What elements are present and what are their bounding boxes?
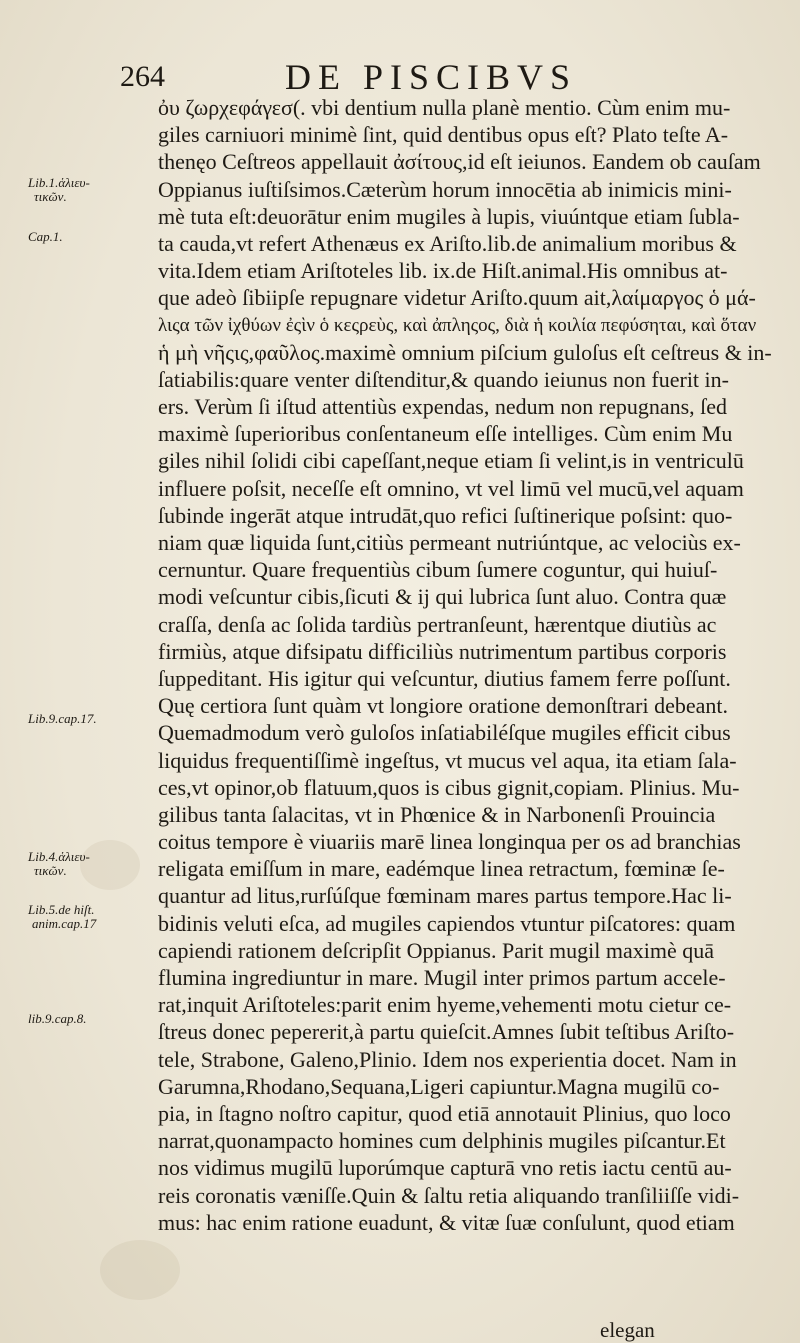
margin-note: Lib.4.ἁλιευ- τικῶν. (28, 849, 90, 878)
margin-note: Lib.1.ἁλιευ- τικῶν. (28, 175, 90, 204)
text-line: capiendi rationem deſcripſit Oppianus. Parit mugil maximè quā (158, 937, 714, 963)
text-line: ἡ μὴ νῆςις,φαῦλος.maximè omnium piſcium guloſus eſt ceſtreus & in- (158, 339, 772, 365)
text-line: Garumna,Rhodano,Sequana,Ligeri capiuntur.Magna mugilū co- (158, 1073, 720, 1099)
text-line: ὀυ ζωρχεφάγεσ(. vbi dentium nulla planè mentio. Cùm enim mu- (158, 95, 731, 120)
text-line: pia, in ſtagno noſtro capitur, quod etiā annotauit Plinius, quo loco (158, 1100, 731, 1126)
text-line: cernuntur. Quare frequentiùs cibum ſumere coguntur, qui huiuſ- (158, 557, 718, 583)
text-line: reis coronatis væniſſe.Quin & ſaltu retia aliquando tranſiliiſſe vidi- (158, 1182, 740, 1208)
margin-note: Cap.1. (28, 229, 63, 244)
text-line: liquidus frequentiſſimè ingeſtus, vt mucus vel aqua, ita etiam ſala- (158, 747, 737, 773)
text-line: flumina ingrediuntur in mare. Mugil inter primos partum accele- (158, 965, 726, 990)
body-text (158, 94, 772, 1236)
text-line: ers. Verùm ſi iſtud attentiùs expendas, nedum non repugnans, ſed (158, 394, 728, 420)
text-line: ſubinde ingerāt atque intrudāt,quo refici ſuſtinerique poſsint: quo- (158, 502, 733, 528)
text-line: gilibus tanta ſalacitas, vt in Phœnice & in Narbonenſi Prouincia (158, 801, 716, 827)
text-line: influere poſsit, neceſſe eſt omnino, vt vel limū vel mucū,vel aquam (158, 475, 744, 501)
text-line: nos vidimus mugilū luporúmque capturā vno retis iactu centū au- (158, 1155, 732, 1181)
text-line: ſuppeditant. His igitur qui veſcuntur, diutius famem ferre poſſunt. (158, 665, 731, 691)
margin-note: lib.9.cap.8. (28, 1011, 87, 1026)
text-line: modi veſcuntur cibis,ſicuti & ij qui lubrica ſunt aluo. Contra quæ (158, 584, 727, 610)
text-line: maximè ſuperioribus conſentaneum eſſe intelliges. Cùm enim Mu (158, 421, 733, 447)
text-line: bidinis veluti eſca, ad mugiles capiendos vtuntur piſcatores: quam (158, 910, 736, 936)
text-line: thenęo Ceſtreos appellauit ἀσίτους,id eſt ieiunos. Eandem ob cauſam (158, 149, 761, 175)
text-line: giles nihil ſolidi cibi capeſſant,neque etiam ſi velint,is in ventriculū (158, 448, 744, 474)
text-line: Quę certiora ſunt quàm vt longiore oratione demonſtrari debeant. (158, 693, 728, 719)
text-line: mè tuta eſt:deuorātur enim mugiles à lupis, viuúntque etiam ſubla- (158, 203, 740, 229)
text-line: ſtreus donec pepererit,à partu quieſcit.Amnes ſubit teſtibus Ariſto- (158, 1019, 735, 1045)
running-title: DE PISCIBVS (285, 57, 578, 97)
text-line: Quemadmodum verò guloſos inſatiabiléſque mugiles efficit cibus (158, 720, 731, 746)
catchword: elegan (600, 1318, 655, 1342)
text-line: ſatiabilis:quare venter diſtenditur,& quando ieiunus non fuerit in- (158, 366, 729, 392)
text-line: vita.Idem etiam Ariſtoteles lib. ix.de Hiſt.animal.His omnibus at- (158, 258, 728, 284)
text-line: giles carniuori minimè ſint, quid dentibus opus eſt? Plato teſte A- (158, 122, 729, 148)
text-line: λιςα τῶν ἰχθύων ἐςὶν ὁ κεςρεὺς, καὶ ἀπληςος, διὰ ἡ κοιλία πεφύσηται, καὶ ὅταν (158, 314, 757, 336)
paper-stain (100, 1240, 180, 1300)
text-line: niam quæ liquida ſunt,citiùs permeant nutriúntque, ac velociùs ex- (158, 530, 741, 555)
text-line: narrat,quonampacto homines cum delphinis mugiles piſcantur.Et (158, 1128, 726, 1154)
text-line: quantur ad litus,rurſúſque fœminam mares partus tempore.Hac li- (158, 883, 732, 909)
text-line: Oppianus iuſtiſsimos.Cæterùm horum innocētia ab inimicis mini- (158, 176, 732, 202)
text-line: religata emiſſum in mare, eadémque linea retractum, fœminæ ſe- (158, 856, 725, 882)
text-line: que adeò ſibiipſe repugnare videtur Ariſto.quum ait,λαίμαργος ὁ μά- (158, 285, 756, 311)
text-line: firmiùs, atque difsipatu difficiliùs nutrimentum partibus corporis (158, 638, 727, 664)
page-number: 264 (120, 60, 165, 93)
text-line: mus: hac enim ratione euadunt, & vitæ ſuæ conſulunt, quod etiam (158, 1209, 735, 1235)
text-line: rat,inquit Ariſtoteles:parit enim hyeme,vehementi motu cietur ce- (158, 992, 732, 1018)
running-head (0, 52, 800, 98)
margin-note: Lib.5.de hiſt. anim.cap.17 (28, 902, 97, 931)
text-line: craſſa, denſa ac ſolida tardiùs pertranſeunt, hærentque diutiùs ac (158, 611, 717, 637)
text-line: ta cauda,vt refert Athenæus ex Ariſto.lib.de animalium moribus & (158, 230, 737, 256)
text-line: ces,vt opinor,ob flatuum,quos is cibus gignit,copiam. Plinius. Mu- (158, 774, 740, 800)
text-line: coitus tempore è viuariis marē linea longinqua per os ad branchias (158, 829, 741, 855)
margin-note: Lib.9.cap.17. (28, 711, 97, 726)
text-line: tele, Strabone, Galeno,Plinio. Idem nos experientia docet. Nam in (158, 1046, 737, 1072)
